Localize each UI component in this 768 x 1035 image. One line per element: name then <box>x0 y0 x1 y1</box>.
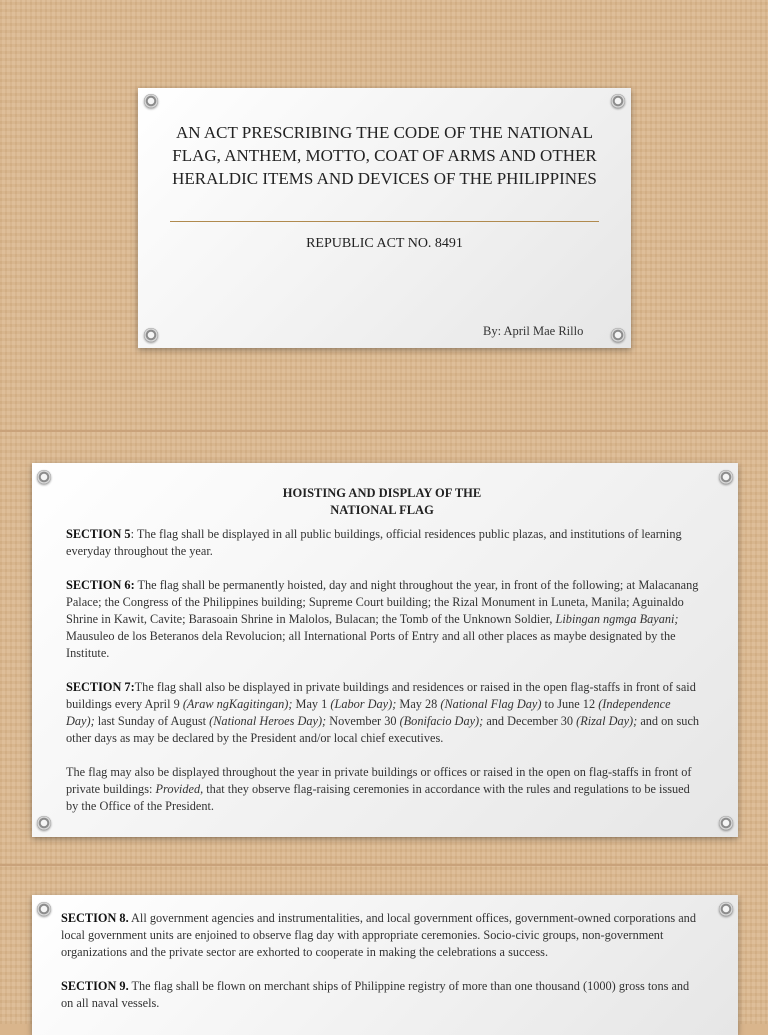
screw-icon <box>719 902 733 916</box>
section-label: SECTION 6: <box>66 578 135 592</box>
italic-text: (National Heroes Day); <box>209 714 327 728</box>
section-text: that they observe flag-raising ceremonies in accordance with the rules and regulations to be issued by the Office of the President. <box>66 782 690 813</box>
section-text: The flag shall be flown on merchant ships of Philippine registry of more than one thousand (1000) gross tons and on all naval vessels. <box>61 979 690 1010</box>
heading-line-1: HOISTING AND DISPLAY OF THE <box>282 486 482 500</box>
section-8-paragraph <box>61 910 702 961</box>
section-6-paragraph <box>66 577 702 662</box>
author-byline: By: April Mae Rillo <box>483 324 584 338</box>
section-text: May 1 <box>292 697 331 711</box>
section-7-paragraph <box>66 679 702 747</box>
screw-icon <box>611 94 625 108</box>
italic-text: (Rizal Day); <box>576 714 638 728</box>
section-text: The flag shall also be displayed in private buildings and residences or raised in the open flag-staffs in front of said buildings every April 9 <box>66 680 696 711</box>
italic-text: Libingan ngmga Bayani; <box>555 612 679 626</box>
flag-display-paragraph <box>66 764 702 815</box>
screw-icon <box>144 94 158 108</box>
screw-icon <box>37 902 51 916</box>
italic-text: (Independence Day); <box>66 697 671 728</box>
section-heading <box>162 485 602 519</box>
section-text: The flag shall be permanently hoisted, day and night throughout the year, in front of the following; at Malacanang Palace; the Congress of the Philippines building; Supreme Court building; the Rizal Monument in Luneta, Manila; Aguinaldo Shrine in Kawit, Cavite; Barasoain Shrine in Malolos, Bulacan; the Tomb of the Unknown Soldier, <box>66 578 699 626</box>
section-text: May 28 <box>396 697 441 711</box>
section-label: SECTION 7: <box>66 680 135 694</box>
italic-text: (Araw ngKagitingan); <box>182 697 293 711</box>
slide-title: AN ACT PRESCRIBING THE CODE OF THE NATIONAL FLAG, ANTHEM, MOTTO, COAT OF ARMS AND OTHER HERALDIC ITEMS AND DEVICES OF THE PHILIPPINES <box>172 123 597 188</box>
slide-subtitle: REPUBLIC ACT NO. 8491 <box>306 236 463 251</box>
section-label: SECTION 9. <box>61 979 129 993</box>
section-text: November 30 <box>326 714 400 728</box>
title-divider <box>170 221 599 222</box>
section-text: and on such other days as may be declared by the President and/or local chief executives. <box>66 714 700 745</box>
section-text: : The flag shall be displayed in all public buildings, official residences public plazas, and institutions of learning everyday throughout the year. <box>66 527 682 558</box>
title-card <box>138 88 631 348</box>
section-text: Mausuleo de los Beteranos dela Revolucion; all International Ports of Entry and all other places as maybe designated by the Institute. <box>66 629 676 660</box>
screw-icon <box>719 816 733 830</box>
section-text: The flag may also be displayed throughout the year in private buildings or offices or raised in the open on flag-staffs in front of private buildings: <box>66 765 692 796</box>
section-text: and December 30 <box>483 714 577 728</box>
italic-text: (National Flag Day) <box>440 697 542 711</box>
section-label: SECTION 5 <box>66 527 131 541</box>
section-content <box>61 910 702 1029</box>
content-card <box>32 895 738 1035</box>
section-text: last Sunday of August <box>94 714 210 728</box>
screw-icon <box>719 470 733 484</box>
italic-text: Provided, <box>155 782 204 796</box>
section-content <box>66 526 702 832</box>
section-text: to June 12 <box>541 697 599 711</box>
section-5-paragraph <box>66 526 702 560</box>
heading-line-2: NATIONAL FLAG <box>330 503 434 517</box>
italic-text: (Bonifacio Day); <box>399 714 484 728</box>
screw-icon <box>611 328 625 342</box>
screw-icon <box>37 470 51 484</box>
screw-icon <box>144 328 158 342</box>
section-text: All government agencies and instrumentalities, and local government offices, government-owned corporations and local government units are enjoined to observe flag day with appropriate ceremonies. Socio-civic groups, non-government organizations and the private sector are exhorted to cooperate in making the celebrations a success. <box>61 911 696 959</box>
content-card <box>32 463 738 837</box>
section-9-paragraph <box>61 978 702 1012</box>
italic-text: (Labor Day); <box>330 697 397 711</box>
screw-icon <box>37 816 51 830</box>
section-label: SECTION 8. <box>61 911 129 925</box>
